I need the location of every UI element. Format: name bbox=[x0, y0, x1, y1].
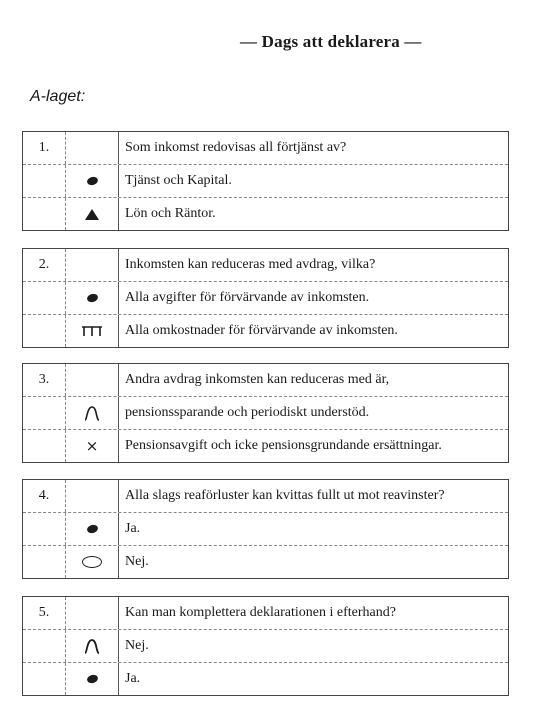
question-row bbox=[23, 364, 508, 396]
dot-mark-icon bbox=[86, 176, 99, 187]
option-row[interactable] bbox=[23, 314, 508, 347]
question-number: 3. bbox=[23, 364, 66, 396]
option-row[interactable] bbox=[23, 164, 508, 197]
option-row[interactable] bbox=[23, 545, 508, 578]
question-text: Kan man komplettera deklarationen i efterhand? bbox=[125, 605, 396, 620]
option-row[interactable] bbox=[23, 429, 508, 462]
comb-mark-icon bbox=[81, 325, 103, 337]
option-text: Nej. bbox=[125, 638, 149, 653]
question-text: Andra avdrag inkomsten kan reduceras med är, bbox=[125, 372, 390, 387]
question-text: Inkomsten kan reduceras med avdrag, vilka? bbox=[125, 257, 376, 272]
oval-mark-icon bbox=[82, 556, 102, 568]
option-text: Lön och Räntor. bbox=[125, 206, 216, 221]
question-table-4 bbox=[22, 479, 509, 579]
question-row bbox=[23, 480, 508, 512]
question-table-5 bbox=[22, 596, 509, 696]
option-row[interactable] bbox=[23, 396, 508, 429]
option-text: pensionssparande och periodiskt understöd. bbox=[125, 405, 370, 420]
dot-mark-icon bbox=[86, 674, 99, 685]
section-heading: A-laget: bbox=[30, 88, 86, 105]
question-table-2 bbox=[22, 248, 509, 348]
option-row[interactable] bbox=[23, 281, 508, 314]
option-text: Alla omkostnader för förvärvande av inkomsten. bbox=[125, 323, 398, 338]
question-number: 5. bbox=[23, 597, 66, 629]
dot-mark-icon bbox=[86, 524, 99, 535]
page-title: — Dags att deklarera — bbox=[240, 32, 422, 51]
option-text: Nej. bbox=[125, 554, 149, 569]
option-text: Tjänst och Kapital. bbox=[125, 173, 232, 188]
option-text: Alla avgifter för förvärvande av inkomsten. bbox=[125, 290, 370, 305]
option-text: Ja. bbox=[125, 521, 141, 536]
option-row[interactable] bbox=[23, 512, 508, 545]
dot-mark-icon bbox=[86, 293, 99, 304]
question-number: 2. bbox=[23, 249, 66, 281]
triangle-mark-icon bbox=[85, 209, 99, 220]
question-text: Som inkomst redovisas all förtjänst av? bbox=[125, 140, 347, 155]
question-text: Alla slags reaförluster kan kvittas fullt ut mot reavinster? bbox=[125, 488, 445, 503]
option-row[interactable] bbox=[23, 629, 508, 662]
question-number: 4. bbox=[23, 480, 66, 512]
question-row bbox=[23, 597, 508, 629]
option-text: Ja. bbox=[125, 671, 141, 686]
hump-mark-icon bbox=[83, 638, 101, 654]
question-row bbox=[23, 249, 508, 281]
option-row[interactable] bbox=[23, 197, 508, 230]
x-mark-icon: × bbox=[85, 436, 99, 455]
question-number: 1. bbox=[23, 132, 66, 164]
hump-mark-icon bbox=[83, 405, 101, 421]
option-text: Pensionsavgift och icke pensionsgrundande ersättningar. bbox=[125, 438, 442, 453]
question-row bbox=[23, 132, 508, 164]
option-row[interactable] bbox=[23, 662, 508, 695]
question-table-1 bbox=[22, 131, 509, 231]
question-table-3 bbox=[22, 363, 509, 463]
